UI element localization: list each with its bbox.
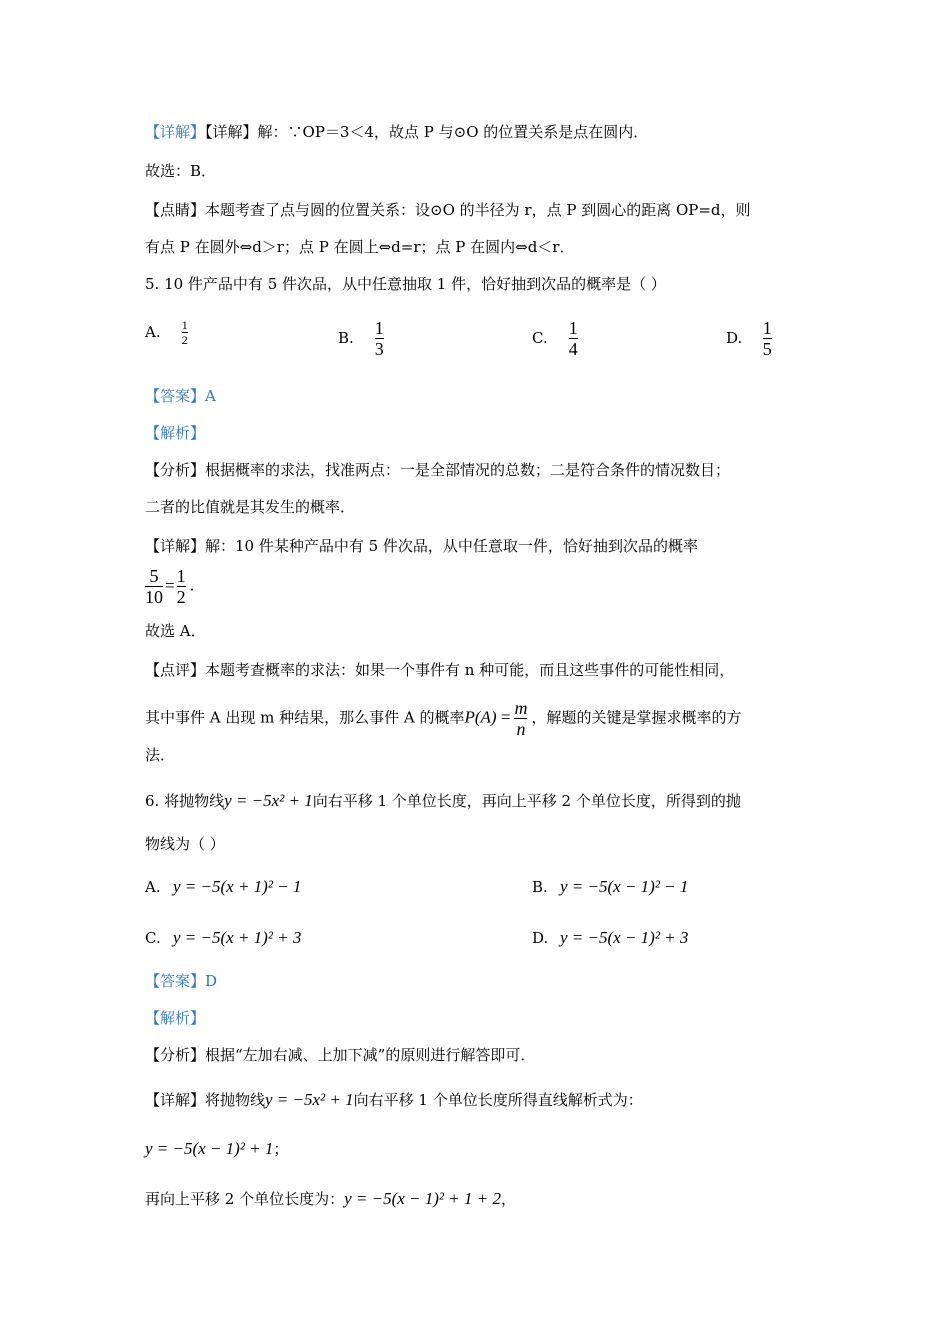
q5-option-b	[338, 318, 388, 359]
q6-fenxi: 【分析】根据“左加右减、上加下减”的原则进行解答即可．	[145, 1046, 536, 1064]
q5-choose: 故选 A．	[145, 622, 206, 640]
fraction: $\frac{1}{2}$	[176, 566, 186, 607]
q5-review-2: 其中事件 A 出现 m 种结果，那么事件 A 的概率P(A) = $\frac{m}{n}$ ，解题的关键是掌握求概率的方	[145, 698, 742, 739]
detail-text	[145, 122, 648, 142]
fraction: $\frac{1}{4}$	[568, 318, 578, 359]
fraction: $\frac{m}{n}$	[514, 698, 528, 739]
q6-analysis: 【解析】	[145, 1009, 206, 1027]
q5-stem: 5. 10 件产品中有 5 件次品，从中任意抽取 1 件，恰好抽到次品的概率是（ ）	[145, 275, 666, 293]
detail-tag: 【详解】	[145, 123, 206, 141]
note-line-1: 【点睛】本题考查了点与圆的位置关系：设⊙O 的半径为 r，点 P 到圆心的距离 OP=d，则	[145, 201, 751, 219]
q5-option-d	[726, 318, 776, 359]
q6-detail: 【详解】将抛物线y = −5x² + 1向右平移 1 个单位长度所得直线解析式为：	[145, 1090, 643, 1109]
option-label: D.	[726, 328, 743, 347]
option-label: A.	[145, 322, 161, 341]
q6-option-b: B. y = −5(x − 1)² − 1	[532, 877, 689, 896]
q5-option-a	[145, 318, 192, 347]
q5-fenxi-2: 二者的比值就是其发生的概率．	[145, 498, 356, 516]
q5-analysis: 【解析】	[145, 424, 206, 442]
option-label: C.	[532, 328, 548, 347]
q6-step-2: 再向上平移 2 个单位长度为：y = −5(x − 1)² + 1 + 2，	[145, 1189, 516, 1208]
q5-detail: 【详解】解：10 件某种产品中有 5 件次品，从中任意取一件，恰好抽到次品的概率	[145, 537, 698, 555]
fraction: $\frac{1}{2}$	[181, 318, 188, 347]
q6-option-d: D. y = −5(x − 1)² + 3	[532, 928, 689, 947]
q6-step-1: y = −5(x − 1)² + 1；	[145, 1139, 289, 1158]
fraction: $\frac{5}{10}$	[145, 566, 163, 607]
note-line-2: 有点 P 在圆外⇔d＞r；点 P 在圆上⇔d=r；点 P 在圆内⇔d＜r．	[145, 238, 575, 256]
q5-fenxi-1: 【分析】根据概率的求法，找准两点：一是全部情况的总数；二是符合条件的情况数目；	[145, 461, 731, 479]
q6-stem: 6. 将抛物线y = −5x² + 1向右平移 1 个单位长度，再向上平移 2 个单位长度，所得到的抛	[145, 791, 741, 810]
q6-option-c: C. y = −5(x + 1)² + 3	[145, 928, 302, 947]
q5-review-1: 【点评】本题考查概率的求法：如果一个事件有 n 种可能，而且这些事件的可能性相同，	[145, 661, 735, 679]
fraction: $\frac{1}{3}$	[374, 318, 384, 359]
q5-option-c	[532, 318, 582, 359]
q6-option-a: A. y = −5(x + 1)² − 1	[145, 877, 302, 896]
fraction: $\frac{1}{5}$	[762, 318, 772, 359]
q5-fraction-eq: $\frac{5}{10}$ = $\frac{1}{2}$ .	[145, 566, 195, 607]
option-label: B.	[338, 328, 354, 347]
q5-answer: 【答案】A	[145, 387, 216, 405]
detail-body: 【详解】解：∵OP＝3＜4，故点 P 与⊙O 的位置关系是点在圆内．	[205, 123, 649, 141]
q6-stem-2: 物线为（ ）	[145, 835, 225, 853]
choose-text: 故选：B．	[145, 162, 217, 180]
q5-review-3: 法．	[145, 746, 176, 764]
q6-answer: 【答案】D	[145, 972, 218, 990]
